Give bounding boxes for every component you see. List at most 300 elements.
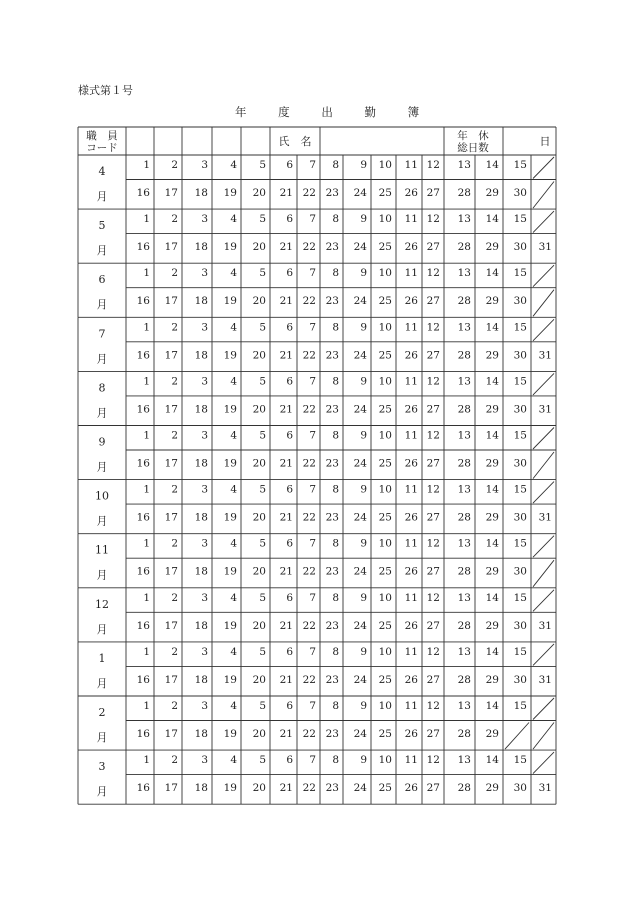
day-number: 12 — [426, 754, 440, 767]
day-number: 23 — [325, 241, 339, 254]
day-number: 7 — [309, 700, 316, 712]
day-number: 9 — [360, 754, 367, 767]
day-number: 29 — [485, 187, 499, 199]
day-number: 3 — [201, 321, 208, 334]
day-number: 29 — [485, 619, 499, 632]
day-number: 2 — [171, 159, 178, 171]
day-number: 26 — [404, 187, 418, 199]
day-number: 15 — [513, 700, 527, 712]
month-label: 10 — [95, 489, 109, 503]
day-number: 7 — [309, 213, 316, 226]
day-number: 3 — [201, 700, 208, 712]
day-number: 18 — [194, 241, 208, 254]
day-number: 15 — [513, 645, 527, 658]
day-number: 6 — [286, 700, 293, 712]
day-number: 24 — [353, 511, 367, 524]
day-number: 21 — [279, 403, 293, 416]
day-number: 28 — [457, 782, 471, 795]
day-number: 4 — [230, 267, 237, 280]
day-number: 16 — [136, 782, 150, 795]
day-number: 11 — [404, 375, 418, 388]
day-number: 21 — [279, 349, 293, 362]
day-number: 6 — [286, 159, 293, 171]
day-number: 28 — [457, 728, 471, 740]
day-number: 17 — [164, 295, 178, 308]
annual-leave-label: 総日数 — [457, 142, 489, 154]
day-number: 23 — [325, 565, 339, 578]
day-number: 22 — [302, 782, 316, 795]
day-number: 9 — [360, 645, 367, 658]
month-unit-label: 月 — [96, 352, 108, 366]
day-number: 11 — [404, 429, 418, 442]
day-number: 6 — [286, 645, 293, 658]
day-number: 9 — [360, 429, 367, 442]
day-number: 11 — [404, 483, 418, 496]
day-number: 13 — [457, 591, 471, 604]
day-number: 7 — [309, 591, 316, 604]
day-number: 26 — [404, 782, 418, 795]
day-number: 8 — [332, 700, 339, 712]
day-number: 7 — [309, 159, 316, 171]
day-number: 13 — [457, 321, 471, 334]
day-number: 26 — [404, 619, 418, 632]
day-number: 12 — [426, 213, 440, 226]
day-number: 31 — [538, 403, 552, 416]
day-number: 5 — [259, 700, 266, 712]
day-number: 25 — [378, 349, 392, 362]
day-number: 12 — [426, 591, 440, 604]
day-number: 25 — [378, 295, 392, 308]
day-number: 24 — [353, 565, 367, 578]
day-number: 27 — [426, 403, 440, 416]
day-number: 28 — [457, 457, 471, 470]
day-number: 24 — [353, 403, 367, 416]
day-number: 27 — [426, 782, 440, 795]
day-number: 23 — [325, 457, 339, 470]
day-number: 20 — [252, 728, 266, 740]
month-label: 2 — [98, 706, 106, 719]
day-number: 11 — [404, 321, 418, 334]
day-number: 15 — [513, 591, 527, 604]
day-number: 25 — [378, 728, 392, 740]
day-number: 24 — [353, 295, 367, 308]
empty-cell-slash — [533, 157, 554, 179]
day-number: 19 — [223, 187, 237, 199]
day-number: 1 — [143, 754, 150, 767]
day-number: 4 — [230, 645, 237, 658]
day-number: 28 — [457, 673, 471, 686]
day-number: 11 — [404, 213, 418, 226]
day-number: 14 — [485, 591, 499, 604]
day-number: 1 — [143, 700, 150, 712]
day-number: 17 — [164, 403, 178, 416]
day-number: 10 — [378, 375, 392, 388]
day-number: 16 — [136, 673, 150, 686]
day-number: 28 — [457, 241, 471, 254]
month-unit-label: 月 — [96, 785, 108, 799]
month-unit-label: 月 — [96, 622, 108, 636]
day-number: 23 — [325, 511, 339, 524]
day-number: 28 — [457, 187, 471, 199]
month-label: 12 — [95, 597, 109, 611]
day-number: 10 — [378, 754, 392, 767]
empty-cell-slash — [505, 723, 529, 750]
day-number: 1 — [143, 591, 150, 604]
day-number: 13 — [457, 537, 471, 550]
day-number: 14 — [485, 375, 499, 388]
day-number: 17 — [164, 511, 178, 524]
day-number: 10 — [378, 321, 392, 334]
day-number: 8 — [332, 213, 339, 226]
day-number: 22 — [302, 349, 316, 362]
empty-cell-slash — [533, 752, 554, 774]
day-number: 4 — [230, 213, 237, 226]
day-number: 9 — [360, 267, 367, 280]
day-number: 11 — [404, 537, 418, 550]
day-number: 8 — [332, 159, 339, 171]
day-number: 6 — [286, 321, 293, 334]
day-number: 25 — [378, 511, 392, 524]
day-number: 14 — [485, 159, 499, 171]
day-number: 5 — [259, 483, 266, 496]
day-number: 18 — [194, 349, 208, 362]
day-number: 26 — [404, 403, 418, 416]
day-number: 30 — [513, 457, 527, 470]
day-number: 2 — [171, 267, 178, 280]
day-number: 22 — [302, 619, 316, 632]
month-label: 11 — [95, 543, 109, 557]
day-number: 19 — [223, 295, 237, 308]
day-number: 8 — [332, 483, 339, 496]
day-number: 25 — [378, 187, 392, 199]
empty-cell-slash — [533, 482, 554, 504]
day-number: 20 — [252, 511, 266, 524]
day-number: 29 — [485, 403, 499, 416]
day-number: 17 — [164, 349, 178, 362]
day-number: 4 — [230, 537, 237, 550]
day-number: 22 — [302, 457, 316, 470]
day-number: 20 — [252, 782, 266, 795]
day-number: 5 — [259, 429, 266, 442]
month-unit-label: 月 — [96, 460, 108, 474]
month-unit-label: 月 — [96, 406, 108, 420]
day-number: 22 — [302, 565, 316, 578]
day-number: 18 — [194, 782, 208, 795]
month-unit-label: 月 — [96, 731, 108, 744]
day-number: 12 — [426, 483, 440, 496]
day-number: 5 — [259, 375, 266, 388]
day-number: 28 — [457, 619, 471, 632]
day-number: 3 — [201, 159, 208, 171]
day-number: 8 — [332, 645, 339, 658]
day-number: 1 — [143, 645, 150, 658]
day-number: 17 — [164, 187, 178, 199]
day-number: 30 — [513, 241, 527, 254]
day-number: 27 — [426, 349, 440, 362]
day-number: 29 — [485, 295, 499, 308]
day-number: 9 — [360, 591, 367, 604]
day-number: 7 — [309, 537, 316, 550]
month-label: 3 — [98, 760, 106, 774]
day-number: 12 — [426, 537, 440, 550]
day-number: 9 — [360, 321, 367, 334]
day-number: 30 — [513, 673, 527, 686]
day-number: 1 — [143, 483, 150, 496]
day-number: 23 — [325, 403, 339, 416]
day-number: 2 — [171, 483, 178, 496]
empty-cell-slash — [533, 265, 554, 287]
day-number: 28 — [457, 511, 471, 524]
day-number: 4 — [230, 159, 237, 171]
day-number: 17 — [164, 565, 178, 578]
day-number: 30 — [513, 782, 527, 795]
day-number: 17 — [164, 457, 178, 470]
day-number: 12 — [426, 700, 440, 712]
day-number: 5 — [259, 591, 266, 604]
month-unit-label: 月 — [96, 244, 108, 258]
day-number: 1 — [143, 321, 150, 334]
day-number: 5 — [259, 645, 266, 658]
day-number: 6 — [286, 483, 293, 496]
day-number: 9 — [360, 375, 367, 388]
day-number: 9 — [360, 213, 367, 226]
day-number: 30 — [513, 565, 527, 578]
day-number: 27 — [426, 295, 440, 308]
day-number: 29 — [485, 241, 499, 254]
day-number: 6 — [286, 213, 293, 226]
day-number: 8 — [332, 375, 339, 388]
day-number: 7 — [309, 321, 316, 334]
day-number: 9 — [360, 483, 367, 496]
day-number: 2 — [171, 754, 178, 767]
day-number: 3 — [201, 375, 208, 388]
day-number: 18 — [194, 187, 208, 199]
month-label: 6 — [98, 273, 106, 287]
day-number: 1 — [143, 429, 150, 442]
day-number: 15 — [513, 429, 527, 442]
day-number: 18 — [194, 457, 208, 470]
day-number: 26 — [404, 673, 418, 686]
day-number: 28 — [457, 295, 471, 308]
day-number: 8 — [332, 537, 339, 550]
day-number: 13 — [457, 429, 471, 442]
day-number: 5 — [259, 321, 266, 334]
day-number: 21 — [279, 782, 293, 795]
empty-cell-slash — [533, 319, 554, 341]
day-number: 30 — [513, 187, 527, 199]
day-number: 27 — [426, 187, 440, 199]
day-number: 27 — [426, 511, 440, 524]
day-number: 10 — [378, 645, 392, 658]
day-number: 17 — [164, 673, 178, 686]
day-number: 14 — [485, 483, 499, 496]
day-number: 29 — [485, 457, 499, 470]
day-number: 28 — [457, 349, 471, 362]
day-number: 15 — [513, 483, 527, 496]
day-number: 19 — [223, 511, 237, 524]
day-number: 16 — [136, 187, 150, 199]
day-number: 20 — [252, 619, 266, 632]
day-number: 25 — [378, 241, 392, 254]
day-number: 16 — [136, 349, 150, 362]
name-label: 氏 名 — [278, 135, 312, 148]
day-number: 6 — [286, 591, 293, 604]
day-number: 18 — [194, 673, 208, 686]
day-number: 9 — [360, 537, 367, 550]
day-number: 8 — [332, 754, 339, 767]
day-number: 10 — [378, 591, 392, 604]
day-number: 20 — [252, 403, 266, 416]
empty-cell-slash — [533, 290, 554, 317]
day-number: 24 — [353, 457, 367, 470]
day-number: 3 — [201, 267, 208, 280]
day-number: 3 — [201, 645, 208, 658]
day-number: 14 — [485, 645, 499, 658]
day-number: 4 — [230, 754, 237, 767]
day-number: 12 — [426, 267, 440, 280]
day-number: 1 — [143, 537, 150, 550]
day-number: 22 — [302, 728, 316, 740]
day-number: 20 — [252, 295, 266, 308]
day-number: 10 — [378, 483, 392, 496]
day-number: 18 — [194, 295, 208, 308]
month-label: 4 — [98, 165, 106, 178]
day-number: 27 — [426, 619, 440, 632]
day-number: 24 — [353, 241, 367, 254]
day-number: 28 — [457, 565, 471, 578]
day-number: 26 — [404, 728, 418, 740]
day-number: 19 — [223, 241, 237, 254]
day-number: 2 — [171, 645, 178, 658]
day-number: 17 — [164, 619, 178, 632]
day-number: 11 — [404, 591, 418, 604]
month-label: 8 — [98, 381, 106, 395]
day-number: 19 — [223, 565, 237, 578]
day-number: 26 — [404, 241, 418, 254]
empty-cell-slash — [533, 536, 554, 558]
day-number: 1 — [143, 213, 150, 226]
day-number: 16 — [136, 728, 150, 740]
day-number: 26 — [404, 457, 418, 470]
day-number: 30 — [513, 349, 527, 362]
day-number: 24 — [353, 349, 367, 362]
day-number: 3 — [201, 754, 208, 767]
empty-cell-slash — [533, 590, 554, 612]
day-number: 14 — [485, 429, 499, 442]
day-number: 1 — [143, 159, 150, 171]
day-number: 25 — [378, 403, 392, 416]
day-number: 14 — [485, 267, 499, 280]
day-number: 30 — [513, 295, 527, 308]
day-number: 6 — [286, 429, 293, 442]
day-number: 8 — [332, 267, 339, 280]
day-number: 24 — [353, 673, 367, 686]
month-label: 1 — [98, 651, 106, 665]
day-number: 15 — [513, 159, 527, 171]
day-number: 9 — [360, 700, 367, 712]
day-number: 21 — [279, 673, 293, 686]
day-number: 21 — [279, 187, 293, 199]
day-number: 17 — [164, 782, 178, 795]
day-number: 19 — [223, 349, 237, 362]
day-number: 10 — [378, 159, 392, 171]
day-number: 29 — [485, 728, 499, 740]
empty-cell-slash — [533, 560, 554, 587]
day-number: 1 — [143, 267, 150, 280]
day-number: 19 — [223, 728, 237, 740]
day-number: 12 — [426, 645, 440, 658]
day-number: 7 — [309, 754, 316, 767]
day-number: 18 — [194, 403, 208, 416]
day-number: 24 — [353, 782, 367, 795]
day-number: 19 — [223, 619, 237, 632]
day-number: 23 — [325, 619, 339, 632]
day-number: 13 — [457, 754, 471, 767]
day-number: 14 — [485, 537, 499, 550]
title-char: 簿 — [407, 105, 420, 119]
day-number: 31 — [538, 349, 552, 362]
day-number: 23 — [325, 187, 339, 199]
day-number: 23 — [325, 673, 339, 686]
day-number: 28 — [457, 403, 471, 416]
day-number: 25 — [378, 782, 392, 795]
annual-leave-label: 年 休 — [457, 130, 489, 142]
day-number: 19 — [223, 457, 237, 470]
day-number: 13 — [457, 700, 471, 712]
day-number: 11 — [404, 159, 418, 171]
day-number: 24 — [353, 187, 367, 199]
day-number: 25 — [378, 673, 392, 686]
day-number: 14 — [485, 754, 499, 767]
day-number: 2 — [171, 537, 178, 550]
empty-cell-slash — [533, 211, 554, 233]
day-number: 31 — [538, 511, 552, 524]
day-number: 18 — [194, 619, 208, 632]
day-number: 19 — [223, 403, 237, 416]
day-number: 10 — [378, 700, 392, 712]
day-number: 21 — [279, 295, 293, 308]
empty-cell-slash — [533, 452, 554, 479]
day-number: 29 — [485, 511, 499, 524]
day-number: 13 — [457, 645, 471, 658]
day-number: 13 — [457, 213, 471, 226]
day-number: 16 — [136, 295, 150, 308]
day-number: 6 — [286, 267, 293, 280]
day-number: 20 — [252, 241, 266, 254]
day-number: 14 — [485, 700, 499, 712]
day-number: 20 — [252, 565, 266, 578]
day-number: 31 — [538, 782, 552, 795]
form-number: 様式第１号 — [78, 84, 133, 97]
day-number: 16 — [136, 565, 150, 578]
day-number: 12 — [426, 321, 440, 334]
day-number: 7 — [309, 483, 316, 496]
day-number: 2 — [171, 321, 178, 334]
day-number: 10 — [378, 429, 392, 442]
day-number: 15 — [513, 321, 527, 334]
day-number: 30 — [513, 619, 527, 632]
title-char: 度 — [278, 105, 290, 119]
day-number: 29 — [485, 349, 499, 362]
day-number: 3 — [201, 537, 208, 550]
day-number: 2 — [171, 591, 178, 604]
day-number: 17 — [164, 728, 178, 740]
day-number: 25 — [378, 619, 392, 632]
day-number: 16 — [136, 457, 150, 470]
day-number: 4 — [230, 321, 237, 334]
day-number: 10 — [378, 537, 392, 550]
day-number: 16 — [136, 241, 150, 254]
